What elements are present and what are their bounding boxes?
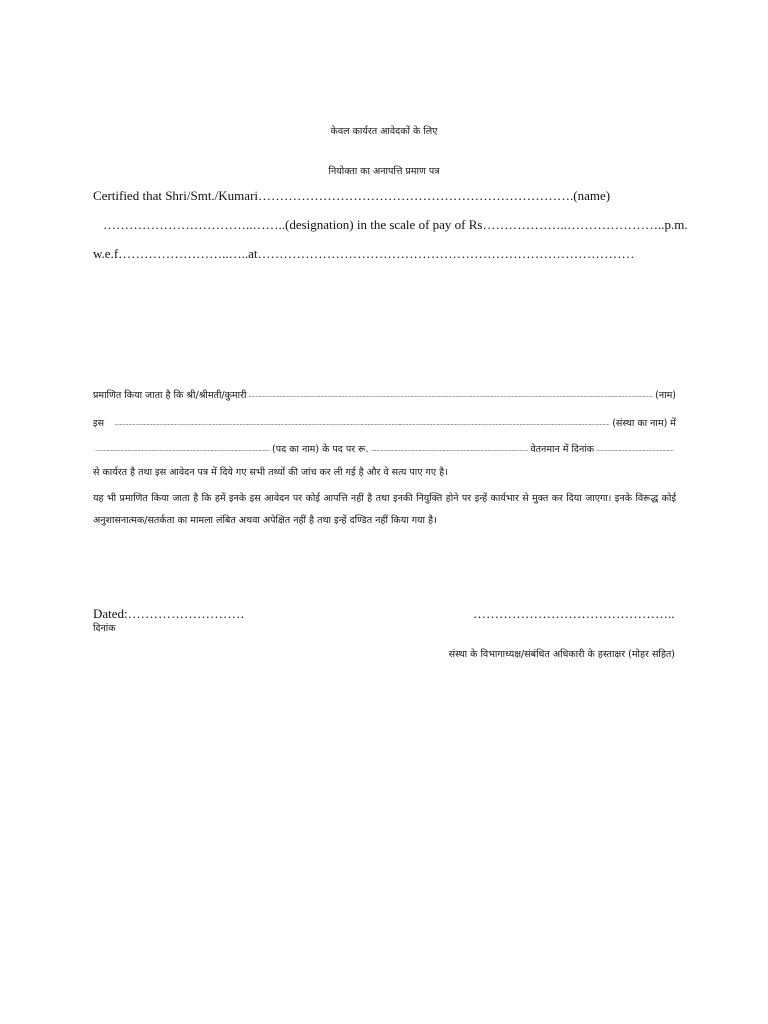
english-line-2: ……………………………..……..(designation) in the scale of pay of Rs………………..…………………..p.m. <box>103 217 688 232</box>
dated-field: Dated:……………………… <box>93 606 245 621</box>
hindi-line-1-end: (नाम) <box>655 390 676 401</box>
hindi-line-2 <box>93 416 676 429</box>
hindi-line-3-mid2: वेतनमान में दिनांक <box>530 444 594 455</box>
payscale-blank <box>371 445 529 455</box>
hindi-line-4: से कार्यरत है तथा इस आवेदन पत्र में दिये गए सभी तथ्यों की जांच कर ली गई है और वे सत्य पाए गए है। <box>93 467 448 478</box>
hindi-line-2-end: (संस्था का नाम) में <box>612 418 676 429</box>
form-title: नियोक्ता का अनापत्ति प्रमाण पत्र <box>328 166 440 177</box>
name-blank <box>248 391 653 401</box>
hindi-line-1-label: प्रमाणित किया जाता है कि श्री/श्रीमती/कुमारी <box>93 390 247 401</box>
date-blank <box>596 445 674 455</box>
form-subtitle: केवल कार्यरत आवेदकों के लिए <box>330 126 438 137</box>
signature-label: संस्था के विभागाध्यक्ष/संबंधित अधिकारी के हस्ताक्षर (मोहर सहित) <box>448 649 675 660</box>
english-line-1: Certified that Shri/Smt./Kumari……………………………………………………………….(name) <box>93 188 611 203</box>
signature-line: ……………………………………….. <box>473 606 675 621</box>
institution-blank <box>114 419 610 429</box>
hindi-line-1 <box>93 388 676 401</box>
hindi-line-2-label: इस <box>93 418 105 429</box>
hindi-line-3-mid1: (पद का नाम) के पद पर रू. <box>272 444 369 455</box>
hindi-line-3 <box>93 442 676 455</box>
designation-blank <box>95 445 270 455</box>
english-line-3: w.e.f……………………..…..at…………………………………………………………………………… <box>93 246 635 261</box>
dated-label-hindi: दिनांक <box>93 623 116 634</box>
hindi-paragraph-2: यह भी प्रमाणित किया जाता है कि हमें इनके इस आवेदन पर कोई आपत्ति नहीं है तथा इनकी नियुक्ति होने पर इन्हें कार्यभार से मुक्त कर दिया जाएगा। इनके विरूद्ध कोई अनुशासनात्मक/सतर्कता का मामला लंबित अथवा अपेक्षित नहीं है तथा इन्हें दण्डित नहीं किया गया है। <box>93 493 676 526</box>
